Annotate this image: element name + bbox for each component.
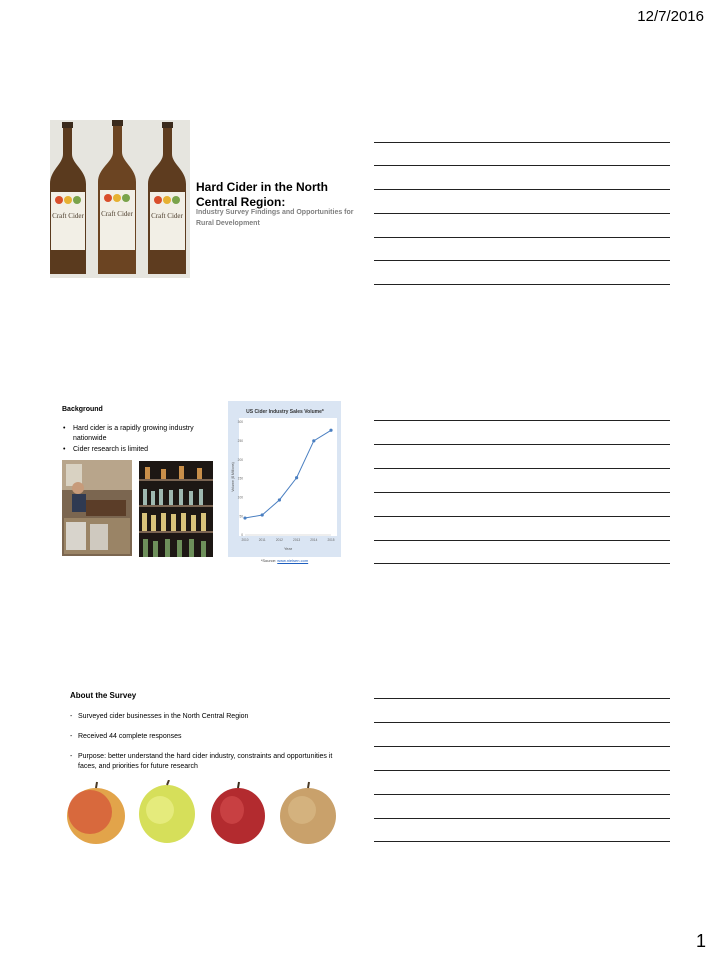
date-label: 12/7/2016 — [637, 8, 704, 25]
x-tick-label: 2011 — [258, 538, 266, 542]
slide1-title: Hard Cider in the North Central Region: — [196, 180, 329, 209]
chart-svg — [228, 401, 341, 557]
apples-photo — [60, 780, 342, 846]
notes-line — [374, 189, 670, 190]
notes-line — [374, 770, 670, 771]
source-link[interactable]: www.nielsen.com — [277, 558, 309, 563]
x-tick-label: 2015 — [327, 538, 335, 542]
y-tick-label: 100 — [237, 495, 243, 500]
chart-source — [228, 558, 341, 563]
notes-line — [374, 516, 670, 517]
notes-line — [374, 841, 670, 842]
x-tick-label: 2012 — [275, 538, 283, 542]
svg-text:Craft Cider: Craft Cider — [151, 212, 183, 220]
notes-line — [374, 260, 670, 261]
notes-line — [374, 794, 670, 795]
notes-line — [374, 746, 670, 747]
cider-makers-photo — [62, 460, 132, 556]
x-tick-label: 2014 — [310, 538, 318, 542]
page-number: 1 — [695, 931, 706, 951]
notes-line — [374, 722, 670, 723]
source-prefix: *Source: — [260, 558, 278, 563]
sales-volume-chart — [228, 401, 341, 557]
notes-line — [374, 284, 670, 285]
notes-line — [374, 818, 670, 819]
notes-line — [374, 165, 670, 166]
bullet-item: • Cider research is limited — [62, 445, 222, 455]
survey-item: - Received 44 complete responses — [70, 732, 340, 742]
svg-text:Craft Cider: Craft Cider — [52, 212, 84, 220]
y-tick-label: 200 — [237, 457, 243, 462]
data-point — [261, 513, 264, 516]
data-point — [278, 498, 281, 501]
notes-line — [374, 492, 670, 493]
background-heading: Background — [62, 406, 103, 413]
apple-dark-red — [211, 782, 265, 844]
x-tick-label: 2010 — [241, 538, 249, 542]
notes-line — [374, 444, 670, 445]
notes-line — [374, 540, 670, 541]
data-point — [329, 429, 332, 432]
survey-heading: About the Survey — [70, 691, 137, 700]
bullet-item: • Hard cider is a rapidly growing industry nationwide — [62, 424, 222, 444]
cider-bottles-photo — [50, 120, 190, 278]
notes-line — [374, 698, 670, 699]
data-point — [243, 516, 246, 519]
x-tick-label: 2013 — [293, 538, 301, 542]
y-tick-label: 300 — [237, 420, 243, 425]
chart-y-axis-label: Volume ($ Millions) — [231, 462, 235, 492]
y-tick-label: 250 — [237, 439, 243, 444]
chart-title: US Cider Industry Sales Volume* — [246, 409, 324, 415]
notes-line — [374, 563, 670, 564]
apple-red-yellow — [67, 782, 125, 844]
y-tick-label: 50 — [239, 514, 243, 519]
slide1-subtitle: Industry Survey Findings and Opportunities for Rural Development — [196, 209, 354, 227]
chart-x-axis-label: Year — [283, 546, 293, 551]
data-point — [312, 439, 315, 442]
apple-russet — [280, 782, 336, 844]
survey-item: - Purpose: better understand the hard cider industry, constraints and opportunities it faces, and priorities for future research — [70, 752, 340, 772]
notes-line — [374, 468, 670, 469]
survey-item: - Surveyed cider businesses in the North Central Region — [70, 712, 340, 722]
y-tick-label: 150 — [237, 476, 243, 481]
svg-text:Craft Cider: Craft Cider — [101, 210, 133, 218]
notes-line — [374, 420, 670, 421]
notes-line — [374, 237, 670, 238]
notes-line — [374, 213, 670, 214]
notes-line — [374, 142, 670, 143]
apple-green — [139, 780, 195, 843]
background-bullets — [62, 424, 222, 456]
y-tick-label: 0 — [241, 533, 243, 538]
data-point — [295, 476, 298, 479]
cider-shelf-photo — [139, 461, 213, 557]
survey-items — [70, 712, 340, 782]
